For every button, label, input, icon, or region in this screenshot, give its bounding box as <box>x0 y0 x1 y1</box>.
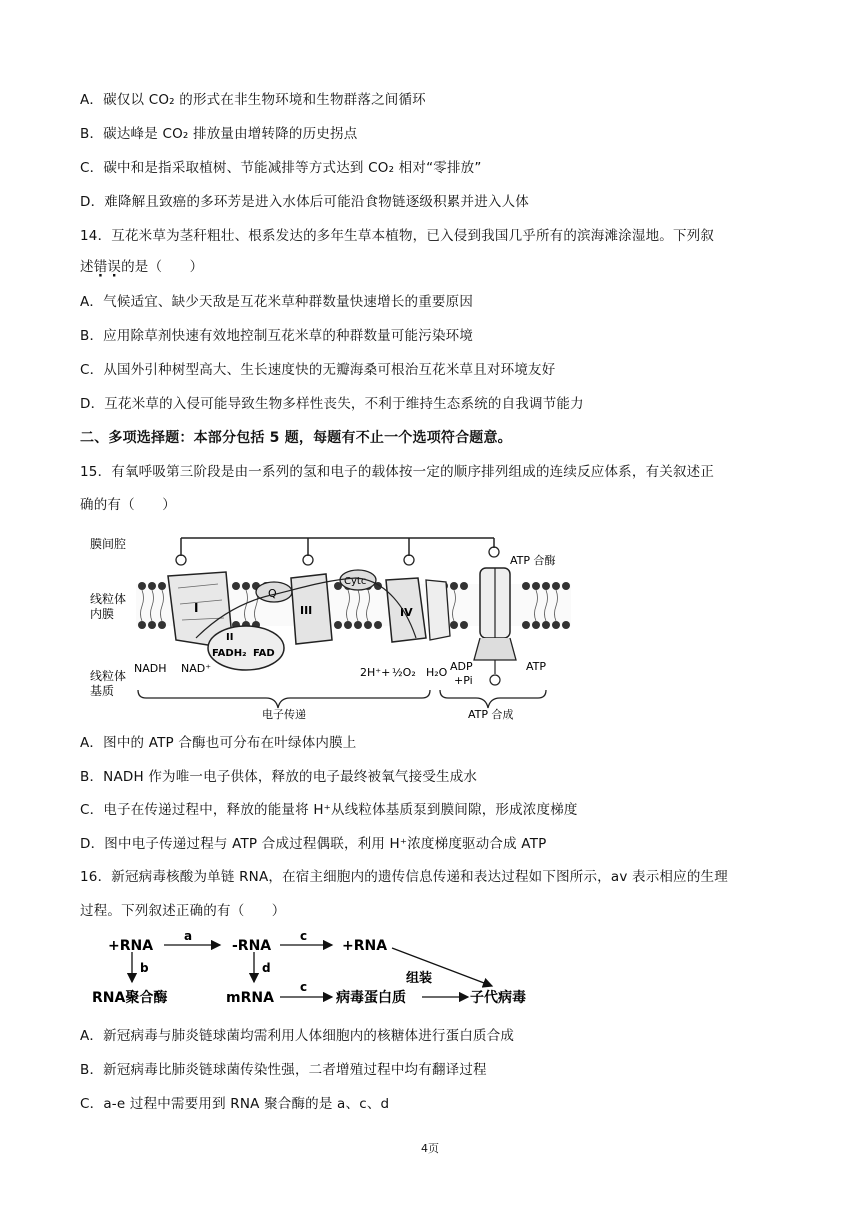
complex-4-label: IV <box>400 606 413 619</box>
q14-stem-line1: 14．互花米草为茎秆粗壮、根系发达的多年生草本植物，已入侵到我国几乎所有的滨海滩涂湿地。下列叙 <box>80 228 715 244</box>
complex-2-label: II <box>226 632 234 643</box>
q14-stem-line2 <box>80 257 203 277</box>
atp-synthase-label: ATP 合酶 <box>510 554 556 567</box>
q16-option-a: A．新冠病毒与肺炎链球菌均需利用人体细胞内的核糖体进行蛋白质合成 <box>80 1028 515 1044</box>
q14-stem-post: 的是（ ） <box>121 259 204 275</box>
nad-label: NAD⁺ <box>181 662 212 675</box>
two-h-label: 2H⁺+ <box>360 666 391 679</box>
atp-synthesis-label: ATP 合成 <box>468 708 514 721</box>
q14-option-c: C．从国外引种树型高大、生长速度快的无瓣海桑可根治互花米草且对环境友好 <box>80 362 556 378</box>
nadh-label: NADH <box>134 662 167 675</box>
q14-stem-pre: 述 <box>80 259 94 275</box>
q15-option-a: A．图中的 ATP 合酶也可分布在叶绿体内膜上 <box>80 735 357 751</box>
step-b: b <box>140 961 149 975</box>
q16-stem-line2: 过程。下列叙述正确的有（ ） <box>80 903 286 919</box>
adp-label: ADP <box>450 660 473 673</box>
step-c-top: c <box>300 929 308 943</box>
fadh2-label: FADH₂ <box>212 648 247 659</box>
q13-option-d: D．难降解且致癌的多环芳是进入水体后可能沿食物链逐级积累并进入人体 <box>80 194 529 210</box>
cytc-label: Cytc <box>344 576 367 587</box>
pi-label: +Pi <box>454 674 473 687</box>
electron-transport-chain-figure <box>86 528 586 720</box>
q14-emphasis-char-1: 错 <box>93 259 108 275</box>
q15-option-b: B．NADH 作为唯一电子供体，释放的电子最终被氧气接受生成水 <box>80 769 478 785</box>
minus-rna: -RNA <box>232 938 272 954</box>
q15-option-d: D．图中电子传递过程与 ATP 合成过程偶联，利用 H⁺浓度梯度驱动合成 ATP <box>80 836 547 852</box>
label-inner-membrane-1: 线粒体 <box>90 592 127 606</box>
q14-option-a: A．气候适宜、缺少天敌是互花米草种群数量快速增长的重要原因 <box>80 294 474 310</box>
q14-option-d: D．互花米草的入侵可能导致生物多样性丧失，不利于维持生态系统的自我调节能力 <box>80 396 584 412</box>
complex-3-label: III <box>300 604 313 617</box>
complex-3 <box>291 574 332 644</box>
step-d: d <box>262 961 271 975</box>
complex-4 <box>386 578 450 642</box>
section-2-heading: 二、多项选择题：本部分包括 5 题，每题有不止一个选项符合题意。 <box>80 430 512 446</box>
rna-polymerase: RNA聚合酶 <box>92 990 168 1006</box>
page-number: 4页 <box>421 1142 439 1155</box>
q14-option-b: B．应用除草剂快速有效地控制互花米草的种群数量可能污染环境 <box>80 328 474 344</box>
q13-option-a: A．碳仅以 CO₂ 的形式在非生物环境和生物群落之间循环 <box>80 92 426 108</box>
fad-label: FAD <box>253 648 275 659</box>
q15-option-c: C．电子在传递过程中，释放的能量将 H⁺从线粒体基质泵到膜间隙，形成浓度梯度 <box>80 802 578 818</box>
label-inner-membrane-2: 内膜 <box>90 607 115 621</box>
step-c-bottom: c <box>300 980 308 994</box>
q-label: Q <box>268 587 277 600</box>
q15-stem-line1: 15．有氧呼吸第三阶段是由一系列的氢和电子的载体按一定的顺序排列组成的连续反应体系，有关叙述正 <box>80 464 715 480</box>
complex-1-label: I <box>194 601 199 615</box>
ubiquinone <box>256 582 292 602</box>
q15-stem-line2: 确的有（ ） <box>80 497 176 513</box>
q13-option-c: C．碳中和是指采取植树、节能减排等方式达到 CO₂ 相对“零排放” <box>80 160 482 176</box>
q13-option-b: B．碳达峰是 CO₂ 排放量由增转降的历史拐点 <box>80 126 358 142</box>
q16-option-b: B．新冠病毒比肺炎链球菌传染性强，二者增殖过程中均有翻译过程 <box>80 1062 487 1078</box>
cytochrome-c <box>340 570 376 590</box>
electron-transfer-label: 电子传递 <box>262 708 306 721</box>
progeny-virus: 子代病毒 <box>470 990 526 1006</box>
complex-2 <box>208 626 284 670</box>
q16-stem-line1: 16．新冠病毒核酸为单链 RNA，在宿主细胞内的遗传信息传递和表达过程如下图所示，av 表示相应的生理 <box>80 869 728 885</box>
q14-emphasis-char-2: 误 <box>107 259 122 275</box>
plus-rna-2: +RNA <box>342 938 388 954</box>
label-matrix-1: 线粒体 <box>90 669 127 683</box>
atp-label: ATP <box>526 660 547 673</box>
assembly-label: 组装 <box>406 971 433 986</box>
q16-option-c: C．a-e 过程中需要用到 RNA 聚合酶的是 a、c、d <box>80 1096 390 1112</box>
step-a: a <box>184 929 193 943</box>
mrna: mRNA <box>226 990 274 1006</box>
half-o2-label: ½O₂ <box>392 666 416 679</box>
h2o-label: H₂O <box>426 666 448 679</box>
label-intermembrane-space: 膜间腔 <box>90 537 127 551</box>
viral-protein: 病毒蛋白质 <box>336 990 406 1006</box>
plus-rna-1: +RNA <box>108 938 154 954</box>
viral-rna-flow-diagram <box>86 929 526 1010</box>
label-matrix-2: 基质 <box>90 684 115 698</box>
